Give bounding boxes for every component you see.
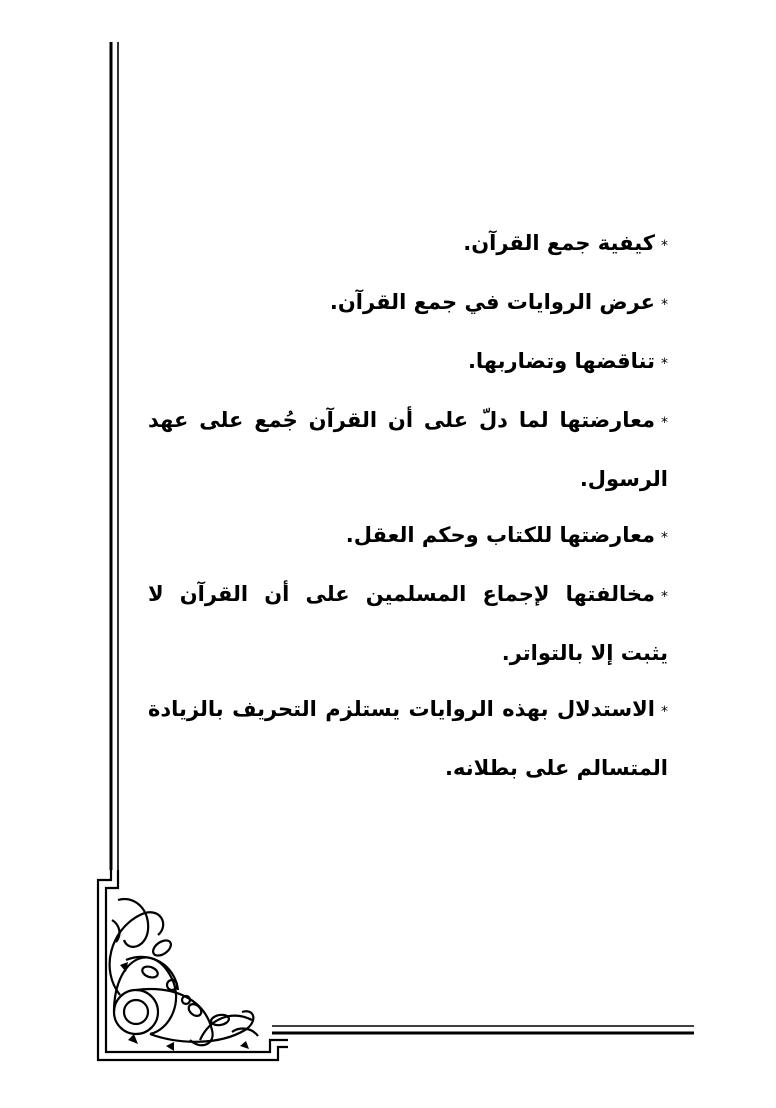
asterisk-icon: * xyxy=(661,356,668,372)
list-item-text: الاستدلال بهذه الروايات يستلزم التحريف بالزيادة المتسالم على بطلانه. xyxy=(148,697,668,780)
list-item-text: كيفية جمع القرآن. xyxy=(463,231,655,255)
list-item-text: عرض الروايات في جمع القرآن. xyxy=(329,290,655,314)
list-item xyxy=(148,392,668,507)
list-item xyxy=(148,681,668,796)
asterisk-icon: * xyxy=(661,530,668,546)
asterisk-icon: * xyxy=(661,297,668,313)
content-list xyxy=(148,215,668,796)
list-item-text: معارضتها لما دلّ على أن القرآن جُمع على عهد الرسول. xyxy=(148,408,668,491)
list-item-text: تناقضها وتضاربها. xyxy=(467,349,655,373)
asterisk-icon: * xyxy=(661,589,668,605)
asterisk-icon: * xyxy=(661,415,668,431)
list-item xyxy=(148,333,668,392)
list-item xyxy=(148,274,668,333)
list-item-text: معارضتها للكتاب وحكم العقل. xyxy=(345,523,655,547)
list-item xyxy=(148,566,668,681)
list-item xyxy=(148,507,668,566)
list-item xyxy=(148,215,668,274)
asterisk-icon: * xyxy=(661,704,668,720)
list-item-text: مخالفتها لإجماع المسلمين على أن القرآن لا يثبت إلا بالتواتر. xyxy=(148,582,668,665)
asterisk-icon: * xyxy=(661,238,668,254)
